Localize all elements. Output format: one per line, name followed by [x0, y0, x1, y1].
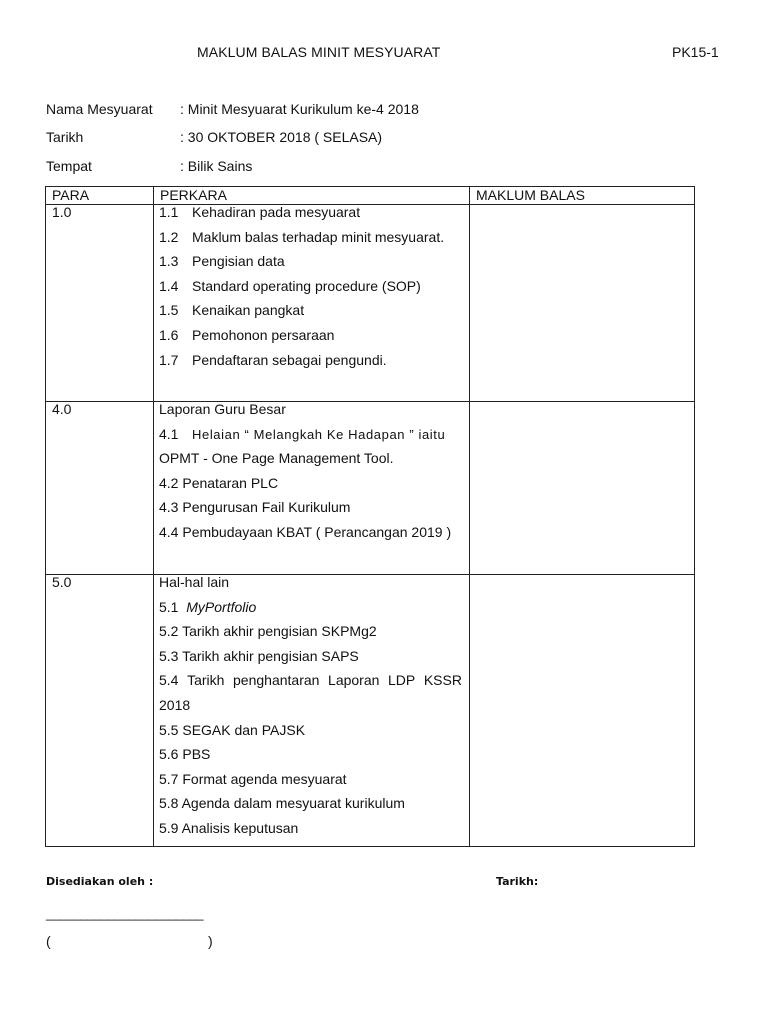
table-row — [46, 575, 695, 847]
agenda-item: 5.5 SEGAK dan PAJSK — [159, 721, 306, 738]
agenda-heading: Laporan Guru Besar — [159, 401, 286, 417]
agenda-item-text: Maklum balas terhadap minit mesyuarat. — [192, 228, 445, 245]
agenda-item-text: MyPortfolio — [186, 598, 257, 615]
para-cell: 1.0 — [46, 205, 154, 402]
para-cell: 5.0 — [46, 575, 154, 847]
agenda-item-justified — [159, 673, 462, 688]
signature-line: _______________________ — [46, 906, 204, 921]
bracket-open: ( — [46, 933, 51, 949]
perkara-cell — [154, 402, 470, 575]
perkara-cell — [154, 205, 470, 402]
agenda-item: 4.3 Pengurusan Fail Kurikulum — [159, 499, 351, 516]
word: Tarikh — [187, 672, 225, 689]
agenda-list — [159, 575, 465, 846]
table-row — [46, 402, 695, 575]
perkara-cell — [154, 575, 470, 847]
word: KSSR — [423, 672, 462, 689]
agenda-item — [159, 279, 465, 304]
form-code: PK15-1 — [672, 44, 719, 60]
agenda-list — [159, 402, 465, 550]
agenda-item — [159, 328, 465, 353]
agenda-item-number: 1.5 — [159, 302, 179, 319]
agenda-item — [159, 427, 465, 452]
meta-value: : Minit Mesyuarat Kurikulum ke-4 2018 — [180, 101, 419, 117]
meta-label: Nama Mesyuarat — [46, 101, 153, 117]
word: penghantaran — [233, 672, 320, 689]
document-title: MAKLUM BALAS MINIT MESYUARAT — [197, 44, 441, 60]
prepared-by-label: Disediakan oleh : — [46, 875, 154, 888]
agenda-item: 5.8 Agenda dalam mesyuarat kurikulum — [159, 795, 405, 812]
agenda-item — [159, 303, 465, 328]
agenda-item-text: Pemohonon persaraan — [192, 326, 335, 343]
column-header-maklum-balas: MAKLUM BALAS — [470, 187, 695, 205]
table-row — [46, 205, 695, 402]
agenda-item — [159, 353, 465, 378]
meta-value: : 30 OKTOBER 2018 ( SELASA) — [180, 129, 383, 145]
agenda-item — [159, 600, 465, 625]
agenda-item-text: Helaian “ Melangkah Ke Hadapan ” iaitu — [192, 426, 446, 442]
agenda-item-continuation: 2018 — [159, 696, 191, 713]
meta-label: Tarikh — [46, 129, 84, 145]
agenda-item-text: Standard operating procedure (SOP) — [192, 277, 421, 294]
table-header-row — [46, 187, 695, 205]
agenda-item-number: 1.6 — [159, 326, 179, 343]
meta-label: Tempat — [46, 158, 92, 174]
maklum-balas-cell[interactable] — [470, 575, 695, 847]
agenda-item-text: Pendaftaran sebagai pengundi. — [192, 351, 387, 368]
agenda-item — [159, 205, 465, 230]
agenda-item: 5.9 Analisis keputusan — [159, 819, 299, 836]
agenda-item-text: Pengisian data — [192, 253, 285, 270]
agenda-item-number: 1.2 — [159, 228, 179, 245]
agenda-heading: Hal-hal lain — [159, 574, 230, 590]
bracket-close: ) — [208, 933, 213, 949]
maklum-balas-cell[interactable] — [470, 402, 695, 575]
agenda-item — [159, 673, 465, 698]
column-header-perkara: PERKARA — [154, 187, 470, 205]
maklum-balas-cell[interactable] — [470, 205, 695, 402]
agenda-item-number: 1.3 — [159, 253, 179, 270]
agenda-item-number: 1.4 — [159, 277, 179, 294]
agenda-item-text: Kenaikan pangkat — [192, 302, 305, 319]
agenda-item: 5.7 Format agenda mesyuarat — [159, 770, 347, 787]
minutes-feedback-table — [45, 186, 695, 847]
agenda-item — [159, 230, 465, 255]
column-header-para: PARA — [46, 187, 154, 205]
word: LDP — [388, 672, 416, 689]
word: Laporan — [328, 672, 380, 689]
agenda-item: 4.2 Penataran PLC — [159, 474, 279, 491]
para-cell: 4.0 — [46, 402, 154, 575]
agenda-item: 5.2 Tarikh akhir pengisian SKPMg2 — [159, 623, 377, 640]
agenda-item-number: 4.1 — [159, 425, 179, 442]
date-label: Tarikh: — [496, 875, 539, 888]
word: 5.4 — [159, 672, 179, 689]
agenda-item-number: 1.1 — [159, 204, 179, 220]
agenda-item: 5.6 PBS — [159, 746, 211, 763]
agenda-item-text: Kehadiran pada mesyuarat — [192, 204, 361, 220]
agenda-item: 4.4 Pembudayaan KBAT ( Perancangan 2019 ) — [159, 523, 452, 540]
agenda-item-continuation: OPMT - One Page Management Tool. — [159, 450, 394, 467]
agenda-list — [159, 205, 465, 377]
agenda-item: 5.3 Tarikh akhir pengisian SAPS — [159, 647, 359, 664]
agenda-item — [159, 254, 465, 279]
agenda-item-number: 5.1 — [159, 598, 179, 615]
agenda-item-number: 1.7 — [159, 351, 179, 368]
meta-value: : Bilik Sains — [180, 158, 253, 174]
